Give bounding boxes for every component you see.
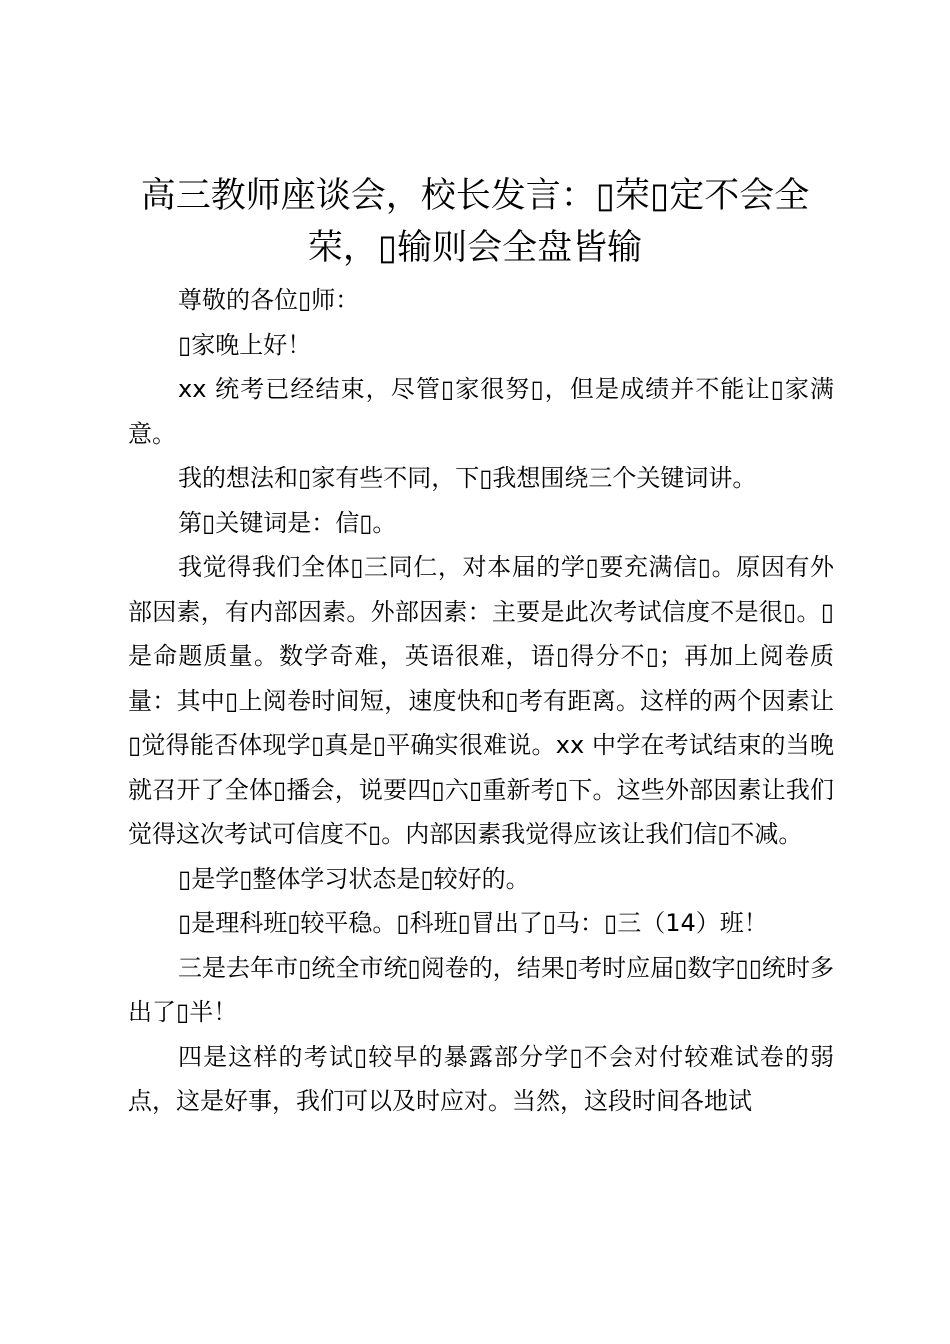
paragraph-first-keyword: 第▯关键词是：信▯。 xyxy=(178,508,397,537)
paragraph-exam-ended: xx 统考已经结束，尽管▯家很努▯，但是成绩并不能让▯家满意。 xyxy=(128,375,834,448)
paragraph-point-three: 三是去年市▯统全市统▯阅卷的，结果▯考时应届▯数字▯▯统时多出了▯半！ xyxy=(128,953,834,1026)
paragraph-greeting: 尊敬的各位▯师： xyxy=(178,286,360,314)
paragraph-confidence-reasons: 我觉得我们全体▯三同仁，对本届的学▯要充满信▯。原因有外部因素，有内部因素。外部因素：主要是此次考试信度不是很▯。▯是命题质量。数学奇难，英语很难，语▯得分不▯；再加上阅卷质量：其中▯上阅卷时间短，速度快和▯考有距离。这样的两个因素让▯觉得能否体现学▯真是▯平确实很难说。xx 中学在考试结束的当晚就召开了全体▯播会，说要四▯六▯重新考▯下。这些外部因素让我们觉得这次考试可信度不▯。内部因素我觉得应该让我们信▯不减。 xyxy=(128,553,834,848)
paragraph-three-keywords: 我的想法和▯家有些不同，下▯我想围绕三个关键词讲。 xyxy=(178,464,757,492)
document-title: 高三教师座谈会，校长发言：▯荣▯定不会全荣，▯输则会全盘皆输 xyxy=(140,176,810,268)
document-body xyxy=(128,278,834,1124)
paragraph-point-one: ▯是学▯整体学习状态是▯较好的。 xyxy=(178,864,530,893)
paragraph-point-two: ▯是理科班▯较平稳。▯科班▯冒出了▯马：▯三（14）班！ xyxy=(178,909,768,937)
paragraph-good-evening: ▯家晚上好！ xyxy=(178,330,312,359)
paragraph-point-four: 四是这样的考试▯较早的暴露部分学▯不会对付较难试卷的弱点，这是好事，我们可以及时应对。当然，这段时间各地试 xyxy=(128,1042,834,1115)
